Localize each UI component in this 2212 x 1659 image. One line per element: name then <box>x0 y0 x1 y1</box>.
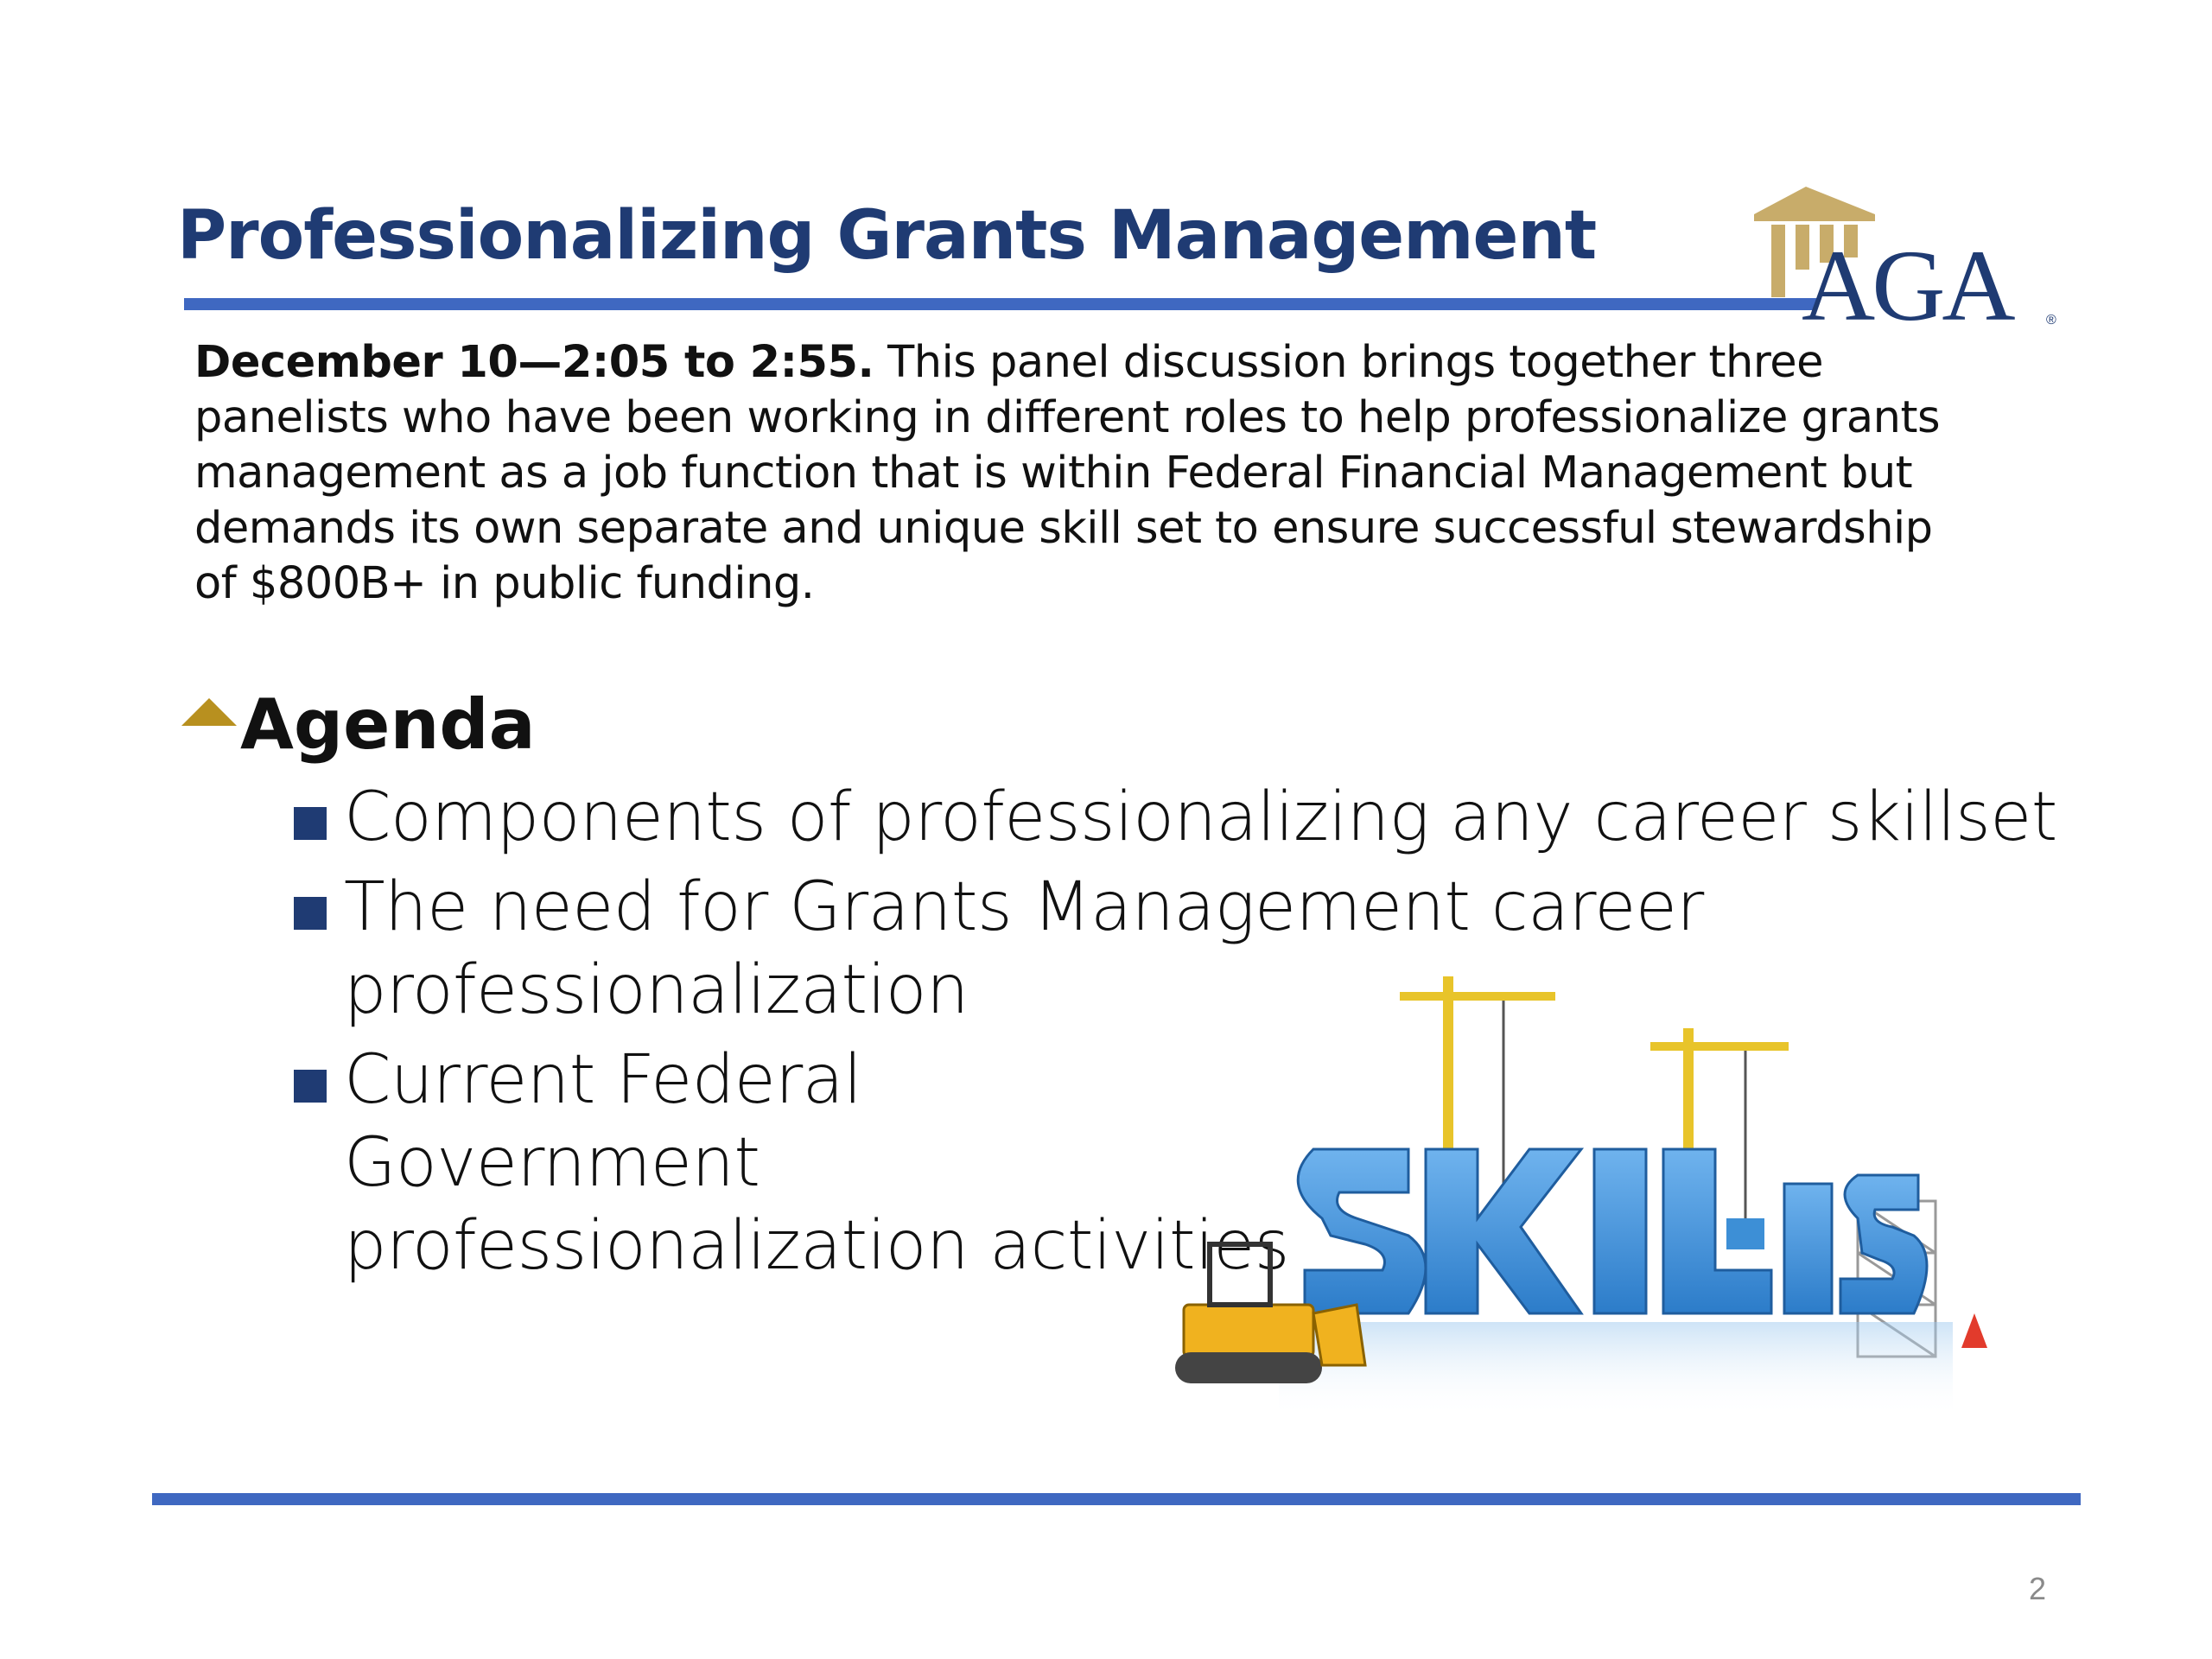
bulldozer-icon <box>1175 1244 1365 1383</box>
bullet-square-icon <box>294 807 327 840</box>
footer-rule <box>152 1493 2081 1505</box>
intro-text: This panel discussion brings together three panelists who have been working in different roles to help professionalize grants management as a job function that is within Federal Financial Management but demands its own separate and unique skill set to ensure successful stewardship of $800B+ in public funding. <box>194 337 1941 609</box>
page-number: 2 <box>2029 1571 2047 1606</box>
bullet-square-icon <box>294 1070 327 1103</box>
agenda-item-text: Current Federal Government professionalization activities <box>344 1041 1289 1285</box>
intro-date: December 10—2:05 to 2:55. <box>194 337 874 388</box>
intro-paragraph <box>194 335 1966 612</box>
logo-registered-mark: ® <box>2046 313 2056 327</box>
title-underline <box>184 298 1817 310</box>
logo-text: AGA <box>1802 229 2012 342</box>
agenda-item <box>294 776 2065 859</box>
agenda-heading: Agenda <box>240 684 536 765</box>
slide-title: Professionalizing Grants Management <box>177 197 1597 275</box>
bullet-square-icon <box>294 897 327 930</box>
agenda-item-text: The need for Grants Management career professionalization <box>344 868 1704 1029</box>
skills-letters <box>1298 1149 1927 1313</box>
traffic-cone-icon <box>1961 1313 1987 1348</box>
agenda-arrow-icon <box>181 698 237 726</box>
skills-construction-illustration <box>1149 959 2005 1443</box>
agenda-item <box>294 1039 1294 1287</box>
agenda-item-text: Components of professionalizing any career skillset <box>344 779 2057 856</box>
